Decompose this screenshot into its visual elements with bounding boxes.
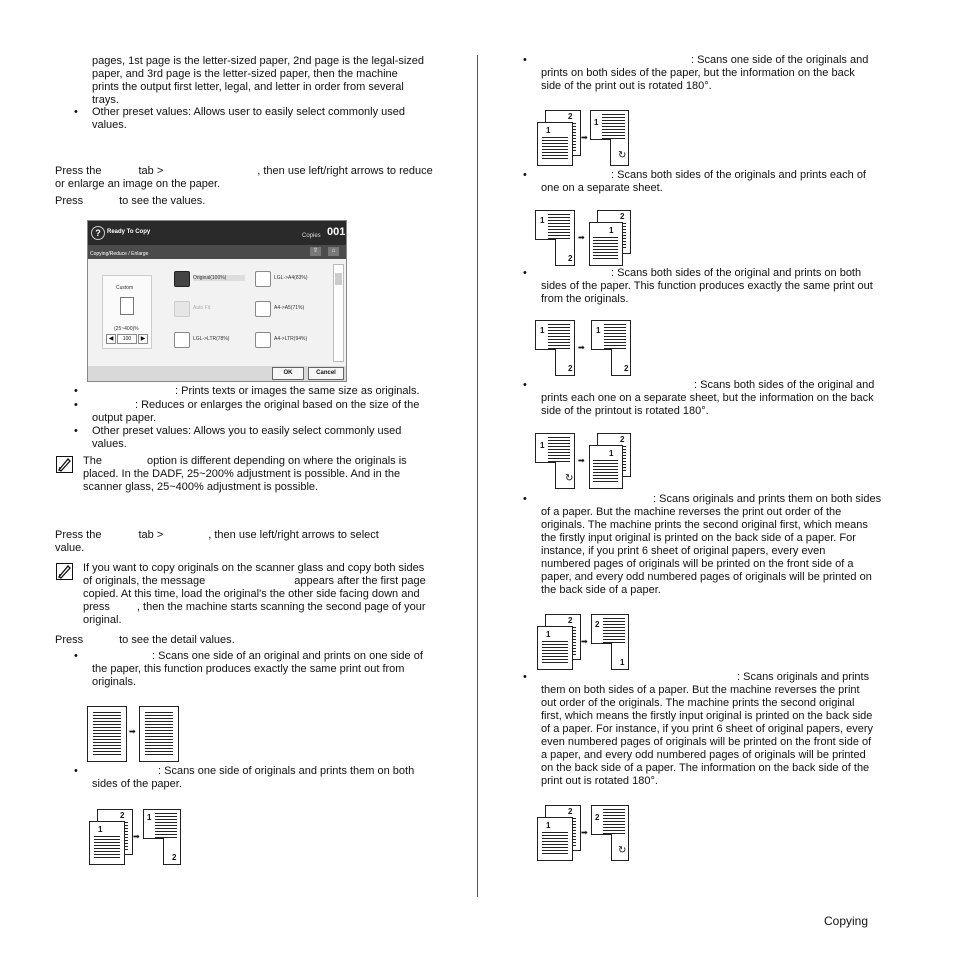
- note-scanner-glass: If you want to copy originals on the scanner glass and copy both sides of originals, the message appears after the first page copied. At this time, load the original's the other side facing down and press , then the machine starts scanning the second page of your original.: [83, 562, 426, 626]
- screenshot-footer: [88, 366, 346, 381]
- output-sheet-back: 2: [597, 210, 631, 254]
- scrollbar-thumb[interactable]: [335, 273, 342, 285]
- output-duplex-sheet: 2 ↻: [591, 805, 629, 861]
- diagram-1-to-1-sided: [87, 706, 179, 762]
- duplex-paragraph: Press the tab > , then use left/right arrows to select value.: [55, 529, 379, 554]
- custom-panel: Custom (25~400)% ◀ 100 ▶: [102, 275, 152, 349]
- original-sheet-back: 2: [97, 809, 133, 855]
- output-sheet-back: 2: [597, 433, 631, 477]
- output-sheet-front: 1: [589, 445, 623, 489]
- list-item: • : Scans both sides of the original and prints on both sides of the paper. This function produces exactly the same print out from the originals.: [523, 267, 873, 305]
- original-sheet-front: 1: [537, 817, 573, 861]
- help-icon[interactable]: ?: [91, 226, 105, 240]
- option-autofit-button[interactable]: [174, 301, 190, 317]
- ok-button[interactable]: OK: [272, 367, 304, 380]
- list-item: • : Scans both sides of the original and prints each one on a separate sheet, but the information on the back side of the printout is rotated 180°.: [523, 379, 875, 417]
- option-a4-a5-button[interactable]: [255, 301, 271, 317]
- list-item: • : Reduces or enlarges the original based on the size of the output paper.: [74, 399, 420, 424]
- original-duplex-sheet: 1 ↻: [535, 433, 575, 489]
- arrow-icon: ➡: [133, 832, 140, 841]
- reduce-enlarge-screenshot: [87, 220, 347, 382]
- original-duplex-sheet: 1 2: [535, 320, 575, 376]
- output-sheet: [139, 706, 179, 762]
- reduce-enlarge-press: Press to see the values.: [55, 195, 206, 207]
- output-duplex-sheet: 2 1: [591, 614, 629, 670]
- arrow-icon: ➡: [578, 456, 585, 465]
- note-zoom-range: The option is different depending on where the originals is placed. In the DADF, 25~200% adjustment is possible. And in the scanner glass, 25~400% adjustment is possible.: [83, 455, 407, 493]
- diagram-reverse-1-to-2-sided: [535, 614, 631, 670]
- note-icon: [56, 456, 73, 473]
- page-icon: [120, 297, 134, 315]
- list-item: • : Scans one side of the originals and prints on both sides of the paper, but the information on the back side of the print out is rotated 180°.: [523, 54, 869, 92]
- list-item: • : Scans one side of an original and prints on one side of the paper, this function produces exactly the same print out from originals.: [74, 650, 423, 688]
- list-item: • Other preset values: Allows you to easily select commonly used values.: [74, 425, 402, 450]
- arrow-icon: ➡: [581, 828, 588, 837]
- original-sheet-back: 2: [545, 614, 581, 660]
- option-original-button[interactable]: [174, 271, 190, 287]
- diagram-2-to-2-sided: [535, 320, 633, 376]
- page-footer-section: Copying: [824, 914, 869, 928]
- diagram-reverse-1-to-2-sided-rotate: [535, 805, 631, 861]
- option-lgl-ltr-button[interactable]: [174, 332, 190, 348]
- original-sheet-back: 2: [545, 110, 581, 156]
- top-paragraph: pages, 1st page is the letter-sized paper, 2nd page is the legal-sized paper, and 3rd page is the letter-sized paper, then the machine prints the output first letter, legal, and letter in order from several trays.: [92, 55, 425, 106]
- diagram-2-to-1-sided: [535, 210, 631, 266]
- rotate-icon: ↻: [618, 845, 627, 856]
- list-item: • : Scans both sides of the originals and prints each of one on a separate sheet.: [523, 169, 866, 194]
- arrow-icon: ➡: [581, 637, 588, 646]
- column-divider: [477, 55, 478, 897]
- arrow-icon: ➡: [578, 343, 585, 352]
- diagram-2-to-1-sided-rotate: [535, 433, 631, 489]
- screenshot-subheader: Copying/Reduce / Enlarge ⇧ ⌂: [88, 245, 346, 259]
- output-sheet-front: 1: [589, 222, 623, 266]
- original-sheet-front: 1: [89, 821, 125, 865]
- original-duplex-sheet: 1 2: [535, 210, 575, 266]
- duplex-press: Press to see the detail values.: [55, 634, 235, 646]
- note-icon: [56, 563, 73, 580]
- reduce-enlarge-paragraph: Press the tab > , then use left/right arrows to reduce or enlarge an image on the paper.: [55, 165, 433, 190]
- list-item: • : Scans originals and prints them on both sides of a paper. But the machine reverses the print out order of the originals. The machine prints the second original first, which means the firstly input original is printed on the back side of a paper. For instance, if you print 6 sheet of original papers, every even numbered pages of originals will be printed on the front side of a paper, and every odd numbered pages of originals will be printed on the back side of a paper.: [523, 493, 882, 596]
- home-icon[interactable]: ⌂: [328, 247, 339, 256]
- output-duplex-sheet: 1 ↻: [590, 110, 629, 166]
- list-item: • : Prints texts or images the same size as originals.: [74, 385, 420, 397]
- diagram-1-to-2-sided-rotate: [535, 110, 629, 166]
- increase-button[interactable]: ▶: [138, 334, 148, 344]
- value-field[interactable]: 100: [117, 334, 137, 344]
- upload-icon[interactable]: ⇧: [310, 247, 321, 256]
- decrease-button[interactable]: ◀: [106, 334, 116, 344]
- arrow-icon: ➡: [129, 727, 136, 736]
- arrow-icon: ➡: [578, 233, 585, 242]
- cancel-button[interactable]: Cancel: [308, 367, 344, 380]
- option-a4-ltr-button[interactable]: [255, 332, 271, 348]
- original-sheet-back: 2: [545, 805, 581, 851]
- list-item: • : Scans originals and prints them on both sides of a paper. But the machine reverses the print out order of the originals. The machine prints the second original first, which means the firstly input original is printed on the back side of a paper. For instance, if you print 6 sheet of original papers, every even numbered pages of originals will be printed on the front side of a paper, and every odd numbered pages of originals will be printed on the back side of a paper. The information on the back side of the print out is rotated 180°.: [523, 671, 874, 787]
- original-sheet: [87, 706, 127, 762]
- scrollbar[interactable]: [333, 264, 344, 362]
- diagram-1-to-2-sided: [87, 809, 181, 865]
- output-duplex-sheet: 1 2: [591, 320, 631, 376]
- screenshot-body: Custom (25~400)% ◀ 100 ▶ Original(100%) LGL->A4(83%) Auto Fit A4->A5(71%) LGL->LTR(78%) A4->LTR(94%): [88, 259, 346, 366]
- original-sheet-front: 1: [537, 626, 573, 670]
- option-lgl-a4-button[interactable]: [255, 271, 271, 287]
- rotate-icon: ↻: [618, 150, 627, 161]
- output-duplex-sheet: 1 2: [143, 809, 181, 865]
- arrow-icon: ➡: [581, 133, 588, 142]
- list-item: • : Scans one side of originals and prints them on both sides of the paper.: [74, 765, 415, 790]
- rotate-icon: ↻: [565, 473, 574, 484]
- list-item: • Other preset values: Allows user to easily select commonly used values.: [74, 106, 406, 131]
- original-sheet-front: 1: [537, 122, 573, 166]
- screenshot-header: ? Ready To Copy Copies 001: [88, 221, 346, 245]
